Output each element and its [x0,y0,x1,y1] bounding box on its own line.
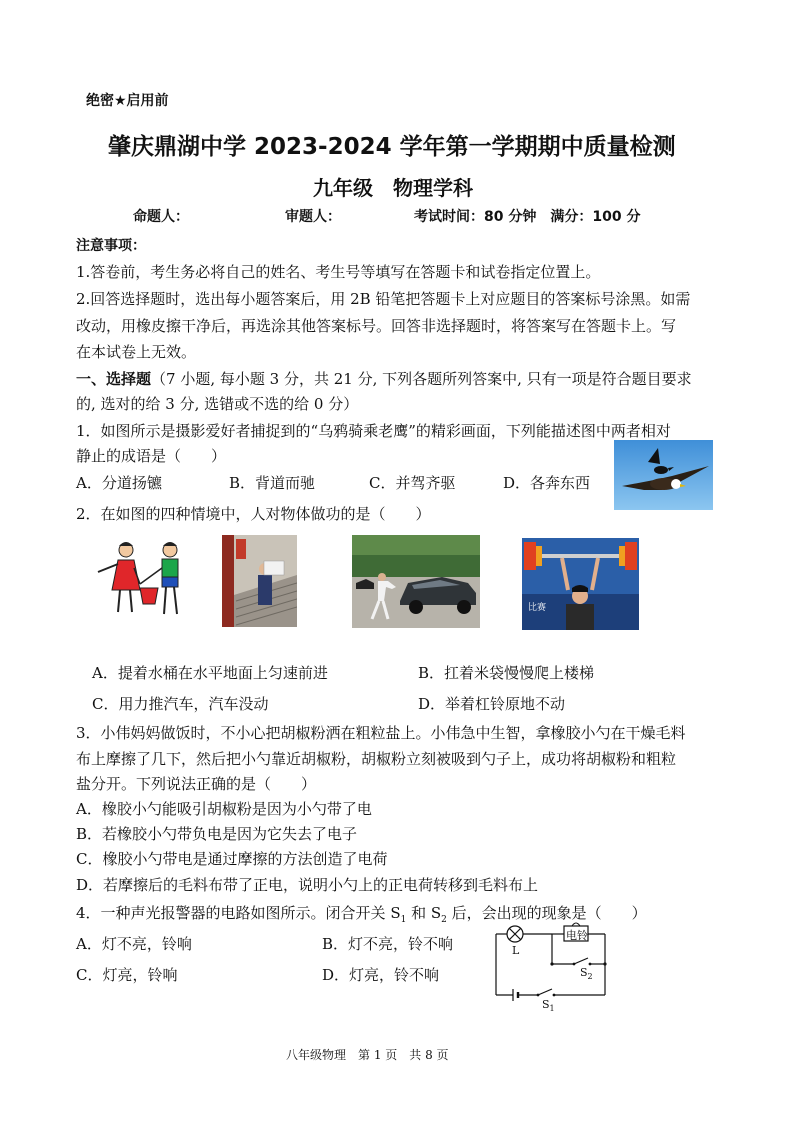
q1-option-b: B．背道而驰 [229,474,316,492]
q3-stem-line3: 盐分开。下列说法正确的是（ ） [76,775,317,793]
q1-option-a: A．分道扬镳 [76,474,162,492]
q4-s2-subscript: 2 [441,915,447,925]
q3-option-a: A．橡胶小勺能吸引胡椒粉是因为小勺带了电 [76,800,372,818]
kids-carrying-bucket-picture [92,538,194,622]
switch-s2-subscript: 2 [587,972,593,982]
q4-stem-part: 后，会出现的现象是（ ） [446,904,647,922]
weightlifting-photo [522,538,639,630]
q4-option-b: B．灯不亮，铃不响 [322,935,454,953]
q4-s1-subscript: 1 [400,915,407,925]
q2-option-d: D．举着杠铃原地不动 [418,695,566,713]
q1-stem-line2: 静止的成语是（ ） [76,447,227,465]
exam-subtitle: 九年级 物理学科 [313,176,473,200]
section-1-header [76,368,692,389]
switch-s2-letter: S [580,966,588,979]
q1-stem-line1: 1．如图所示是摄影爱好者捕捉到的“乌鸦骑乘老鹰”的精彩画面，下列能描述图中两者相对 [76,422,671,440]
eagle-crow-photo [614,440,713,510]
note-line: 1.答卷前，考生务必将自己的姓名、考生号等填写在答题卡和试卷指定位置上。 [76,263,601,281]
q4-option-a: A．灯不亮，铃响 [76,935,192,953]
notes-heading: 注意事项： [76,238,146,254]
exam-time-score: 考试时间：80 分钟 满分：100 分 [414,209,641,225]
lamp-label: L [512,944,520,957]
q1-option-c: C．并驾齐驱 [369,474,456,492]
section-1-title: 一、选择题 [76,370,152,388]
q2-option-c: C．用力推汽车，汽车没动 [92,695,269,713]
pushing-car-photo [352,535,480,628]
alarm-circuit-diagram [488,920,618,1015]
exam-title: 肇庆鼎湖中学 2023-2024 学年第一学期期中质量检测 [108,134,676,160]
q4-option-d: D．灯亮，铃不响 [322,966,440,984]
switch-s1-letter: S [542,998,550,1011]
q2-option-b: B．扛着米袋慢慢爬上楼梯 [418,664,595,682]
note-line: 改动，用橡皮擦干净后，再选涂其他答案标号。回答非选择题时，将答案写在答题卡上。写 [76,317,677,335]
note-line: 在本试卷上无效。 [76,343,197,361]
q4-stem-part: 和 S [406,904,442,922]
bell-label: 电铃 [566,929,588,942]
q3-option-b: B．若橡胶小勺带负电是因为它失去了电子 [76,825,358,843]
q3-option-d: D．若摩擦后的毛料布带了正电，说明小勺上的正电荷转移到毛料布上 [76,876,539,894]
note-line: 2.回答选择题时，选出每小题答案后，用 2B 铅笔把答题卡上对应题目的答案标号涂黑。如需 [76,290,691,308]
reviewer-label: 审题人： [285,209,341,225]
stairs-carrying-bag-photo [222,535,297,627]
q3-option-c: C．橡胶小勺带电是通过摩擦的方法创造了电荷 [76,850,388,868]
switch-s1-label [542,998,555,1013]
q2-stem: 2．在如图的四种情境中，人对物体做功的是（ ） [76,505,431,523]
q4-stem-part: 4．一种声光报警器的电路如图所示。闭合开关 S [76,904,401,922]
q3-stem-line1: 3．小伟妈妈做饭时，不小心把胡椒粉洒在粗粒盐上。小伟急中生智，拿橡胶小勺在干燥毛料 [76,724,686,742]
q1-option-d: D．各奔东西 [503,474,591,492]
switch-s2-label [580,966,593,981]
svg-text:比赛: 比赛 [528,603,547,613]
switch-s1-subscript: 1 [549,1004,555,1014]
q4-option-c: C．灯亮，铃响 [76,966,178,984]
confidential-label: 绝密★启用前 [86,93,169,109]
q2-option-a: A．提着水桶在水平地面上匀速前进 [92,664,328,682]
section-1-desc: （7 小题, 每小题 3 分，共 21 分, 下列各题所列答案中, 只有一项是符合题目要求 [151,370,692,388]
page-footer: 八年级物理 第 1 页 共 8 页 [286,1048,449,1062]
setter-label: 命题人： [133,209,189,225]
q3-stem-line2: 布上摩擦了几下，然后把小勺靠近胡椒粉，胡椒粉立刻被吸到勺子上，成功将胡椒粉和粗粒 [76,750,677,768]
section-1-desc-cont: 的, 选对的给 3 分, 选错或不选的给 0 分） [76,395,359,413]
